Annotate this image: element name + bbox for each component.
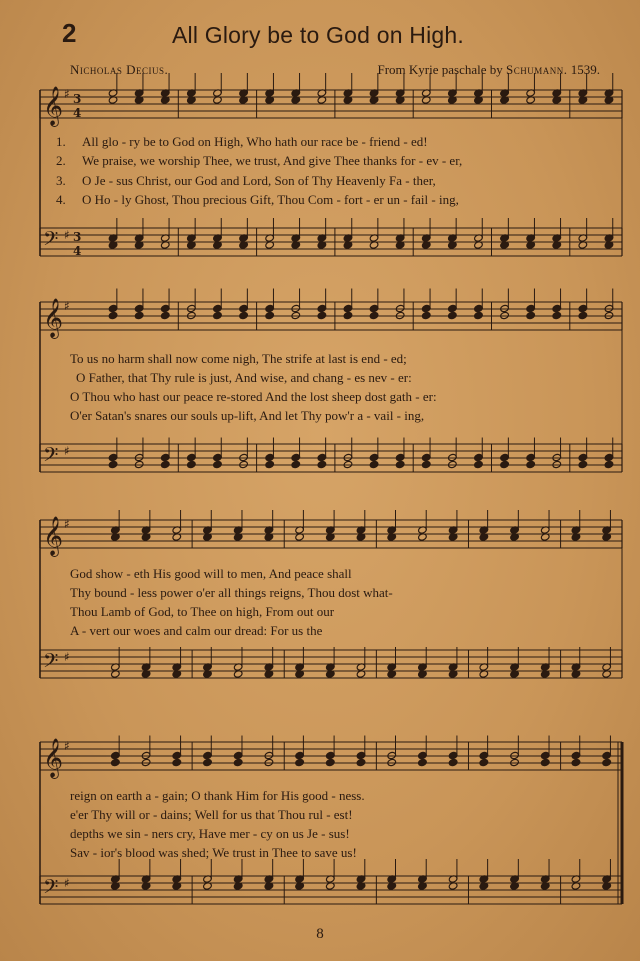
verse-number: 3. bbox=[56, 173, 66, 188]
bass-clef: 𝄢 bbox=[43, 443, 59, 471]
lyric-line: Thou Lamb of God, to Thee on high, From out our bbox=[70, 604, 335, 619]
lyric-line: O Thou who hast our peace re-stored And the lost sheep dost gath - er: bbox=[70, 389, 437, 404]
tune-source-year: 1539. bbox=[567, 62, 600, 77]
hymn-title: All Glory be to God on High. bbox=[172, 22, 464, 48]
note-head bbox=[526, 311, 536, 319]
note-head bbox=[395, 460, 405, 468]
lyric-line: O Ho - ly Ghost, Thou precious Gift, Thou Com - fort - er un - fail - ing, bbox=[82, 192, 459, 207]
note-head bbox=[108, 311, 118, 319]
tune-source-prefix: From Kyrie paschale by bbox=[377, 62, 507, 77]
treble-clef: 𝄞 bbox=[43, 738, 64, 778]
note-head bbox=[291, 460, 301, 468]
tune-source-name: Schumann. bbox=[506, 62, 568, 77]
lyric-line: Thy bound - less power o'er all things reigns, Thou dost what- bbox=[70, 585, 393, 600]
lyric-line: depths we sin - ners cry, Have mer - cy on us Je - sus! bbox=[70, 826, 350, 841]
note-head bbox=[172, 758, 182, 766]
note-head bbox=[160, 460, 170, 468]
hymn-number: 2 bbox=[62, 18, 77, 48]
bass-clef: 𝄢 bbox=[43, 649, 59, 677]
note-head bbox=[479, 758, 489, 766]
treble-clef: 𝄞 bbox=[43, 516, 64, 556]
note-head bbox=[326, 758, 336, 766]
note-head bbox=[233, 758, 243, 766]
note-head bbox=[571, 758, 581, 766]
composer-credit: Nicholas Decius. bbox=[70, 62, 169, 77]
note-head bbox=[356, 758, 366, 766]
lyric-line: e'er Thy will or - dains; Well for us that Thou rul - est! bbox=[70, 807, 353, 822]
note-head bbox=[343, 311, 353, 319]
note-head bbox=[369, 311, 379, 319]
key-signature-sharp: ♯ bbox=[64, 299, 70, 313]
lyric-line: A - vert our woes and calm our dread: For us the bbox=[70, 623, 323, 638]
note-head bbox=[187, 460, 197, 468]
key-signature-sharp: ♯ bbox=[64, 228, 70, 242]
lyric-line: God show - eth His good will to men, And peace shall bbox=[70, 566, 352, 581]
note-head bbox=[265, 460, 275, 468]
note-head bbox=[317, 460, 327, 468]
verse-number: 2. bbox=[56, 153, 66, 168]
note-head bbox=[203, 758, 213, 766]
note-head bbox=[295, 758, 305, 766]
note-head bbox=[239, 311, 249, 319]
bass-clef: 𝄢 bbox=[43, 875, 59, 903]
lyric-line: Sav - ior's blood was shed; We trust in Thee to save us! bbox=[70, 845, 357, 860]
key-signature-sharp: ♯ bbox=[64, 650, 70, 664]
note-head bbox=[134, 311, 144, 319]
note-head bbox=[265, 311, 275, 319]
time-signature-bottom: 4 bbox=[73, 244, 82, 258]
note-head bbox=[474, 311, 484, 319]
treble-clef: 𝄞 bbox=[43, 298, 64, 338]
lyric-line: We praise, we worship Thee, we trust, And give Thee thanks for - ev - er, bbox=[82, 153, 463, 168]
note-head bbox=[213, 311, 223, 319]
note-head bbox=[526, 460, 536, 468]
key-signature-sharp: ♯ bbox=[64, 876, 70, 890]
key-signature-sharp: ♯ bbox=[64, 517, 70, 531]
note-head bbox=[474, 460, 484, 468]
note-head bbox=[604, 460, 614, 468]
verse-number: 1. bbox=[56, 134, 66, 149]
time-signature-bottom: 4 bbox=[73, 106, 82, 120]
note-head bbox=[108, 460, 118, 468]
note-head bbox=[111, 758, 121, 766]
lyric-line: O Father, that Thy rule is just, And wise, and chang - es nev - er: bbox=[76, 370, 412, 385]
note-head bbox=[317, 311, 327, 319]
time-signature-top: 3 bbox=[73, 92, 82, 106]
time-signature-top: 3 bbox=[73, 230, 82, 244]
note-head bbox=[578, 311, 588, 319]
note-head bbox=[500, 460, 510, 468]
verse-number: 4. bbox=[56, 192, 66, 207]
lyric-line: O'er Satan's snares our souls up-lift, And let Thy pow'r a - vail - ing, bbox=[70, 408, 425, 423]
treble-clef: 𝄞 bbox=[43, 86, 64, 126]
note-head bbox=[602, 758, 612, 766]
lyric-line: All glo - ry be to God on High, Who hath our race be - friend - ed! bbox=[82, 134, 428, 149]
note-head bbox=[418, 758, 428, 766]
note-head bbox=[578, 460, 588, 468]
key-signature-sharp: ♯ bbox=[64, 444, 70, 458]
note-head bbox=[213, 460, 223, 468]
note-head bbox=[160, 311, 170, 319]
note-head bbox=[448, 311, 458, 319]
page-number: 8 bbox=[316, 926, 324, 942]
note-head bbox=[421, 311, 431, 319]
bass-clef: 𝄢 bbox=[43, 227, 59, 255]
key-signature-sharp: ♯ bbox=[64, 87, 70, 101]
note-head bbox=[552, 311, 562, 319]
lyric-line: O Je - sus Christ, our God and Lord, Son of Thy Heavenly Fa - ther, bbox=[82, 173, 436, 188]
note-head bbox=[369, 460, 379, 468]
lyric-line: To us no harm shall now come nigh, The strife at last is end - ed; bbox=[70, 351, 407, 366]
key-signature-sharp: ♯ bbox=[64, 739, 70, 753]
note-head bbox=[421, 460, 431, 468]
note-head bbox=[448, 758, 458, 766]
note-head bbox=[540, 758, 550, 766]
lyric-line: reign on earth a - gain; O thank Him for His good - ness. bbox=[70, 788, 365, 803]
